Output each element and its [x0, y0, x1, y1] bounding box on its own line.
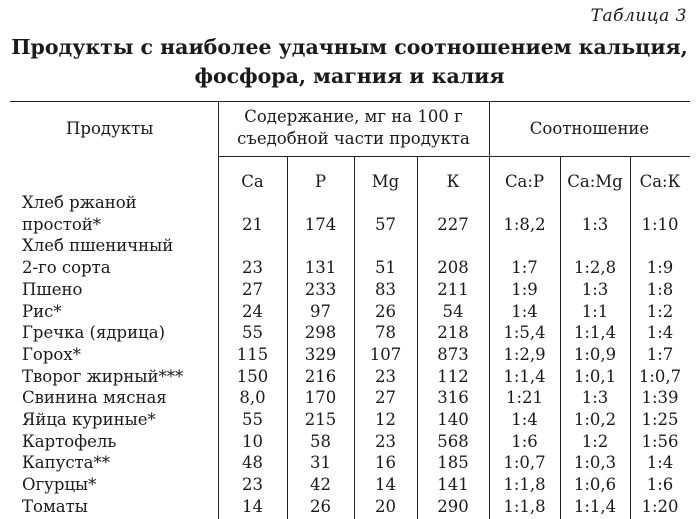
table-row	[10, 301, 690, 323]
table-row	[10, 235, 690, 257]
value-ca-mg: 1:1,4	[573, 323, 617, 343]
header-products: Продукты	[66, 119, 154, 138]
product-name: Свинина мясная	[22, 388, 167, 408]
value-p: 298	[304, 323, 337, 343]
header-content-line-2: съедобной части продукта	[237, 129, 470, 148]
value-k: 211	[437, 279, 469, 299]
value-ca-mg: 1:3	[581, 214, 609, 234]
value-ca-k: 1:6	[646, 475, 674, 495]
header-ca-p: Ca:P	[504, 172, 545, 191]
product-name: Пшено	[22, 279, 83, 299]
product-name: Огурцы*	[22, 475, 97, 495]
value-ca-p: 1:1,8	[503, 475, 546, 495]
value-k: 141	[437, 475, 469, 495]
value-ca-p: 1:2,9	[503, 344, 546, 364]
table-row	[10, 279, 690, 301]
table-row	[10, 344, 690, 366]
value-k: 112	[437, 366, 469, 386]
value-ca-mg: 1:2	[581, 431, 609, 451]
value-mg: 78	[375, 323, 396, 343]
value-p: 97	[310, 301, 331, 321]
value-ca-k: 1:4	[646, 453, 674, 473]
value-mg: 51	[375, 258, 396, 278]
title-line-2: фосфора, магния и калия	[194, 64, 505, 88]
value-p: 131	[304, 258, 337, 278]
table-top-rule	[10, 101, 690, 102]
value-k: 227	[437, 214, 469, 234]
value-ca-k: 1:8	[646, 279, 674, 299]
value-ca: 8,0	[239, 388, 266, 408]
value-ca-k: 1:9	[646, 258, 674, 278]
value-ca-k: 1:39	[641, 388, 679, 408]
value-ca-p: 1:0,7	[503, 453, 546, 473]
value-p: 216	[304, 366, 337, 386]
value-ca-p: 1:9	[511, 279, 538, 299]
value-ca-k: 1:0,7	[638, 366, 682, 386]
value-ca: 48	[242, 453, 263, 473]
value-k: 54	[442, 301, 464, 321]
value-ca: 27	[242, 279, 263, 299]
value-ca-k: 1:4	[646, 323, 674, 343]
value-ca-k: 1:56	[641, 431, 679, 451]
product-name: простой*	[22, 214, 102, 234]
value-ca-mg: 1:1	[581, 301, 609, 321]
table-row	[10, 496, 690, 518]
product-name: 2-го сорта	[22, 258, 111, 278]
value-ca: 150	[236, 366, 269, 386]
value-ca-mg: 1:0,2	[573, 410, 617, 429]
value-ca-p: 1:7	[511, 258, 538, 278]
table-row	[10, 257, 690, 279]
value-ca-p: 1:4	[511, 301, 538, 321]
value-k: 140	[437, 410, 469, 429]
value-mg: 26	[375, 301, 396, 321]
product-name: Хлеб ржаной	[22, 193, 137, 212]
product-name: Творог жирный***	[22, 366, 184, 386]
product-name: Томаты	[22, 496, 88, 516]
value-p: 26	[310, 496, 331, 516]
value-ca-p: 1:4	[511, 410, 538, 429]
product-name: Рис*	[22, 301, 62, 321]
value-ca-k: 1:25	[641, 410, 679, 429]
header-p: P	[314, 172, 327, 191]
table-row	[10, 192, 690, 214]
value-k: 873	[437, 344, 469, 364]
value-mg: 83	[375, 279, 396, 299]
table-row	[10, 322, 690, 344]
value-ca-k: 1:7	[646, 344, 674, 364]
product-name: Картофель	[22, 431, 117, 451]
product-name: Яйца куриные*	[22, 410, 156, 429]
value-ca: 55	[242, 323, 263, 343]
header-ca-mg: Ca:Mg	[567, 172, 623, 191]
value-ca-mg: 1:3	[581, 388, 609, 408]
value-ca-mg: 1:0,1	[573, 366, 617, 386]
value-p: 215	[304, 410, 337, 429]
title-line-1: Продукты с наиболее удачным соотношением кальция,	[11, 35, 688, 59]
value-ca-mg: 1:1,4	[573, 496, 617, 516]
value-k: 185	[437, 453, 469, 473]
value-p: 170	[304, 388, 337, 408]
value-mg: 12	[375, 410, 396, 429]
header-ratio: Соотношение	[529, 119, 650, 138]
value-ca-mg: 1:2,8	[573, 258, 617, 278]
page-title	[0, 33, 699, 91]
header-divider	[218, 156, 690, 157]
value-ca-mg: 1:0,3	[573, 453, 617, 473]
value-mg: 27	[375, 388, 396, 408]
value-p: 42	[310, 475, 331, 495]
value-p: 233	[304, 279, 337, 299]
product-name: Хлеб пшеничный	[22, 236, 174, 256]
value-ca-p: 1:8,2	[503, 214, 546, 234]
value-k: 218	[437, 323, 469, 343]
value-ca: 14	[242, 496, 263, 516]
header-mg: Mg	[371, 172, 400, 191]
table-row	[10, 214, 690, 236]
header-ca: Ca	[241, 172, 264, 191]
value-mg: 57	[375, 214, 396, 234]
value-ca-p: 1:6	[511, 431, 538, 451]
value-ca-k: 1:20	[641, 496, 679, 516]
table-row	[10, 366, 690, 388]
value-ca-p: 1:21	[505, 388, 544, 408]
nutrition-table	[10, 101, 690, 519]
value-ca-mg: 1:0,6	[573, 475, 617, 495]
value-ca-mg: 1:0,9	[573, 344, 617, 364]
value-k: 290	[437, 496, 469, 516]
value-ca: 24	[242, 301, 263, 321]
value-ca-p: 1:5,4	[503, 323, 546, 343]
table-row	[10, 409, 690, 431]
value-ca-mg: 1:3	[581, 279, 609, 299]
product-name: Горох*	[22, 344, 81, 364]
value-p: 58	[310, 431, 331, 451]
header-content-line-1: Содержание, мг на 100 г	[244, 107, 463, 126]
value-ca: 23	[242, 258, 263, 278]
value-ca-k: 1:2	[646, 301, 674, 321]
header-k: К	[446, 172, 460, 191]
value-k: 568	[437, 431, 469, 451]
value-ca: 10	[242, 431, 263, 451]
value-ca-k: 1:10	[641, 214, 679, 234]
value-mg: 14	[375, 475, 396, 495]
table-row	[10, 474, 690, 496]
value-k: 316	[437, 388, 469, 408]
value-ca: 115	[236, 344, 269, 364]
table-row	[10, 387, 690, 409]
table-row	[10, 431, 690, 453]
value-ca: 21	[242, 214, 263, 234]
value-mg: 107	[369, 344, 402, 364]
table-label: Таблица 3	[590, 6, 687, 26]
value-ca-p: 1:1,8	[503, 496, 546, 516]
header-ca-k: Ca:К	[639, 172, 681, 191]
value-k: 208	[437, 258, 469, 278]
product-name: Гречка (ядрица)	[22, 323, 166, 343]
value-ca-p: 1:1,4	[503, 366, 546, 386]
value-p: 174	[304, 214, 337, 234]
value-ca: 23	[242, 475, 263, 495]
value-p: 31	[310, 453, 331, 473]
value-p: 329	[304, 344, 337, 364]
value-mg: 16	[375, 453, 396, 473]
value-mg: 20	[375, 496, 396, 516]
value-mg: 23	[375, 366, 396, 386]
table-row	[10, 452, 690, 474]
product-name: Капуста**	[22, 453, 111, 473]
value-ca: 55	[242, 410, 263, 429]
value-mg: 23	[375, 431, 396, 451]
